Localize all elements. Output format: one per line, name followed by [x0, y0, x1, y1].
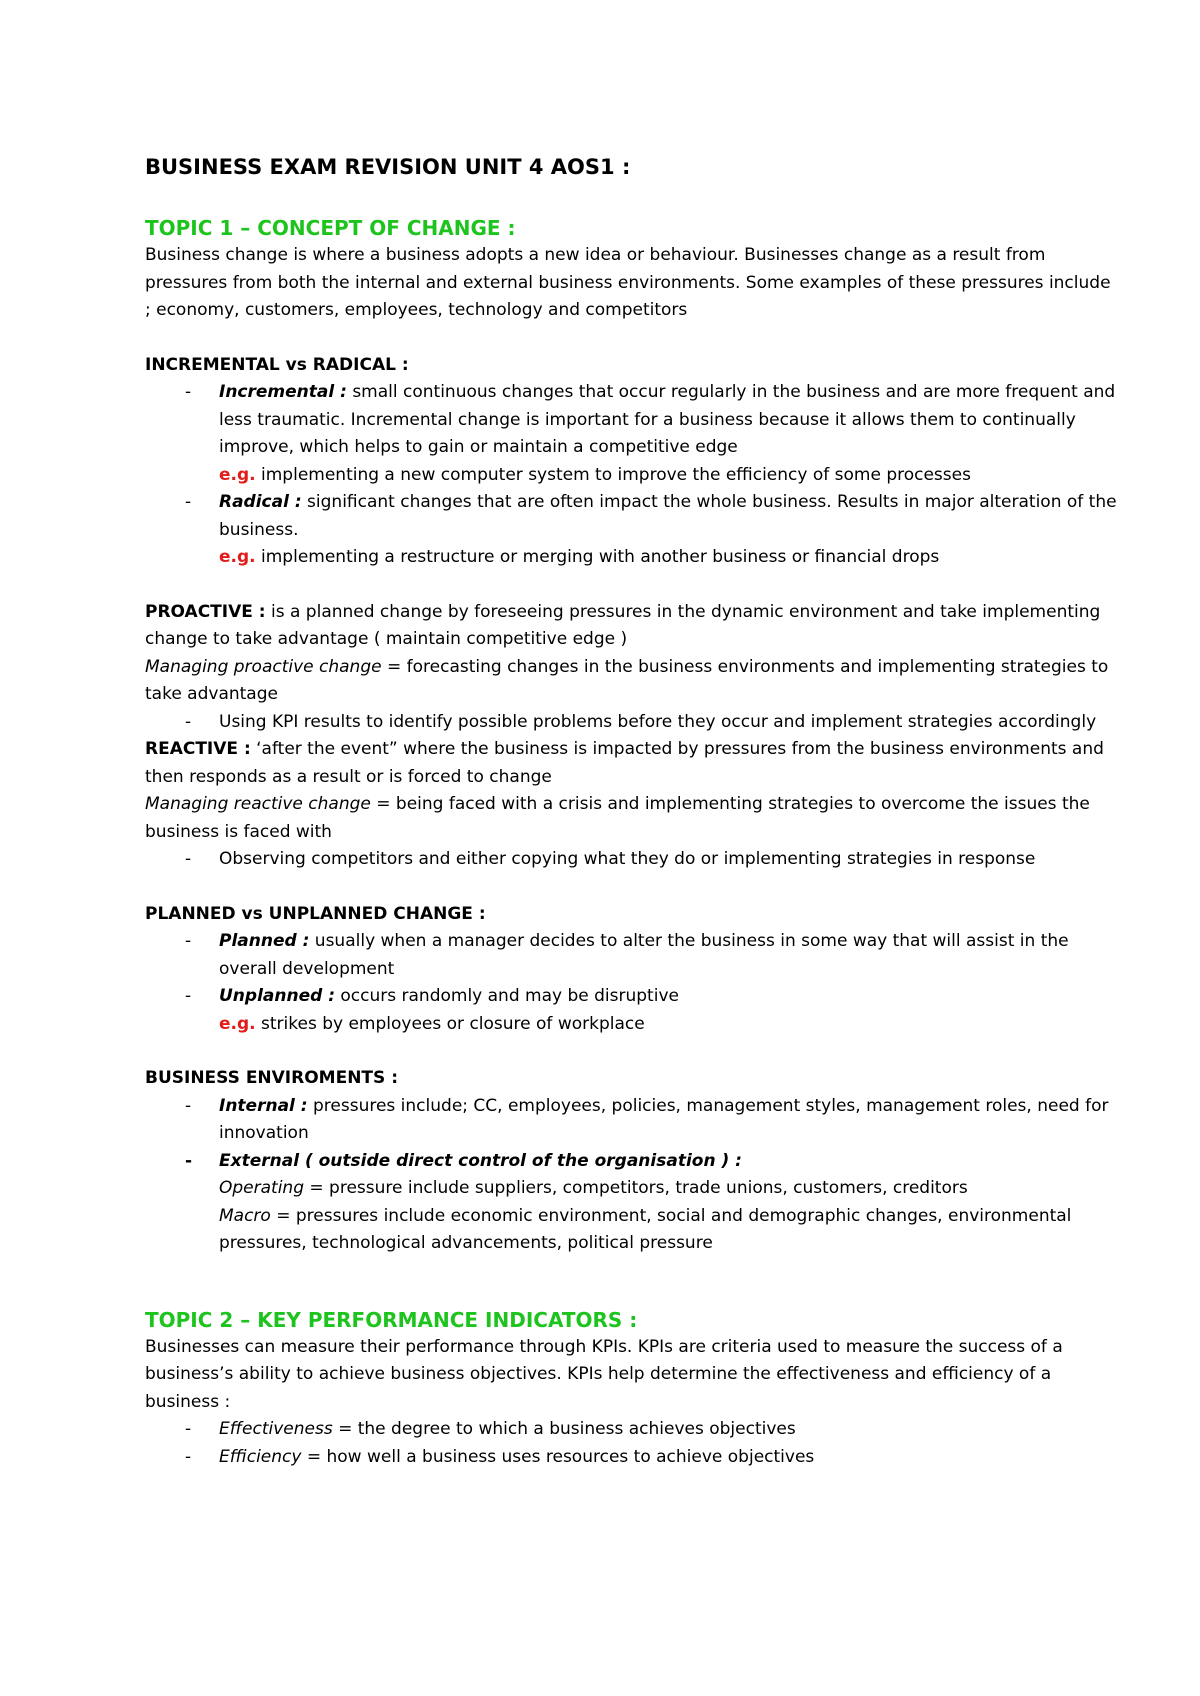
proactive-managing-text: = forecasting changes in the business environments and implementing strategies to take advantage	[145, 656, 1109, 704]
example-text: implementing a restructure or merging with another business or financial drops	[255, 547, 940, 567]
incremental-example	[219, 462, 1120, 490]
dash-bullet: -	[185, 931, 192, 951]
dash-bullet: -	[185, 1446, 192, 1467]
external-term: External ( outside direct control of the organisation ) :	[219, 1150, 742, 1171]
macro-line	[219, 1203, 1120, 1258]
reactive-text: ‘after the event” where the business is impacted by pressures from the business environments and then responds as a result or is forced to change	[145, 739, 1104, 787]
incremental-term: Incremental :	[219, 382, 347, 402]
reactive-paragraph	[145, 736, 1120, 791]
radical-term: Radical :	[219, 492, 302, 512]
effectiveness-term: Effectiveness	[219, 1419, 333, 1439]
unplanned-term: Unplanned :	[219, 986, 335, 1006]
reactive-label: REACTIVE :	[145, 739, 251, 759]
operating-text: = pressure include suppliers, competitors, trade unions, customers, creditors	[304, 1178, 968, 1198]
planned-unplanned-heading: PLANNED vs UNPLANNED CHANGE :	[145, 903, 486, 924]
example-label: e.g.	[219, 547, 256, 567]
reactive-managing-text: = being faced with a crisis and implementing strategies to overcome the issues the business is faced with	[145, 794, 1090, 842]
planned-unplanned-list	[145, 928, 1120, 1038]
unplanned-text: occurs randomly and may be disruptive	[335, 986, 679, 1006]
dash-bullet: -	[185, 1150, 193, 1171]
operating-label: Operating	[219, 1178, 304, 1198]
topic-2-heading: TOPIC 2 – KEY PERFORMANCE INDICATORS :	[145, 1307, 638, 1332]
internal-text: pressures include; CC, employees, policies, management styles, management roles, need for innovation	[219, 1095, 1109, 1143]
dash-bullet: -	[185, 1419, 192, 1439]
list-item-efficiency	[145, 1444, 1120, 1472]
list-item	[145, 709, 1120, 737]
proactive-label: PROACTIVE :	[145, 601, 266, 622]
list-item-internal	[145, 1093, 1120, 1148]
list-item-planned	[145, 928, 1120, 983]
proactive-managing	[145, 654, 1120, 709]
dash-bullet: -	[185, 492, 192, 512]
planned-term: Planned :	[219, 931, 310, 951]
reactive-managing-label: Managing reactive change	[145, 794, 371, 814]
dash-bullet: -	[185, 849, 192, 869]
planned-text: usually when a manager decides to alter the business in some way that will assist in the overall development	[219, 931, 1069, 979]
dash-bullet: -	[185, 711, 192, 732]
list-item-effectiveness	[145, 1416, 1120, 1444]
incremental-radical-heading: INCREMENTAL vs RADICAL :	[145, 354, 409, 375]
example-text: implementing a new computer system to improve the efficiency of some processes	[255, 464, 971, 485]
dash-bullet: -	[185, 382, 192, 402]
example-label: e.g.	[219, 1013, 256, 1034]
document-title: BUSINESS EXAM REVISION UNIT 4 AOS1 :	[145, 155, 631, 179]
macro-label: Macro	[219, 1205, 271, 1226]
proactive-list	[145, 709, 1120, 737]
topic-1-intro: Business change is where a business adopts a new idea or behaviour. Businesses change as a result from pressures from both the internal and external business environments. Some examples of these pressures include ; economy, customers, employees, technology and competitors	[145, 245, 1111, 320]
list-item-external	[145, 1148, 1120, 1258]
environments-heading: BUSINESS ENVIROMENTS :	[145, 1068, 398, 1088]
incremental-radical-list	[145, 379, 1120, 572]
macro-text: = pressures include economic environment, social and demographic changes, environmental pressures, technological advancements, political pressure	[219, 1205, 1072, 1253]
proactive-paragraph	[145, 599, 1120, 654]
unplanned-example	[219, 1011, 1120, 1039]
environments-list	[145, 1093, 1120, 1258]
list-item-radical	[145, 489, 1120, 572]
example-text: strikes by employees or closure of workplace	[255, 1013, 645, 1034]
list-item	[145, 846, 1120, 874]
list-item-unplanned	[145, 983, 1120, 1038]
incremental-text: small continuous changes that occur regularly in the business and are more frequent and less traumatic. Incremental change is important for a business because it allows them to continually improve, which helps to gain or maintain a competitive edge	[219, 382, 1116, 457]
topic-1-heading: TOPIC 1 – CONCEPT OF CHANGE :	[145, 216, 516, 240]
radical-example	[219, 544, 1120, 572]
dash-bullet: -	[185, 986, 192, 1006]
proactive-bullet-text: Using KPI results to identify possible problems before they occur and implement strategies accordingly	[219, 711, 1097, 732]
efficiency-term: Efficiency	[219, 1446, 302, 1467]
radical-text: significant changes that are often impact the whole business. Results in major alteration of the business.	[219, 492, 1117, 540]
topic-2-intro: Businesses can measure their performance through KPIs. KPIs are criteria used to measure the success of a business’s ability to achieve business objectives. KPIs help determine the effectiveness and efficiency of a business :	[145, 1336, 1063, 1412]
efficiency-text: = how well a business uses resources to achieve objectives	[301, 1446, 815, 1467]
proactive-managing-label: Managing proactive change	[145, 656, 382, 677]
internal-term: Internal :	[219, 1095, 308, 1116]
proactive-text: is a planned change by foreseeing pressures in the dynamic environment and take implementing change to take advantage ( maintain competitive edge )	[145, 601, 1101, 649]
effectiveness-text: = the degree to which a business achieves objectives	[332, 1419, 796, 1439]
reactive-list	[145, 846, 1120, 874]
kpi-list	[145, 1416, 1120, 1471]
dash-bullet: -	[185, 1095, 192, 1116]
list-item-incremental	[145, 379, 1120, 489]
operating-line	[219, 1175, 1120, 1203]
reactive-bullet-text: Observing competitors and either copying what they do or implementing strategies in response	[219, 849, 1036, 869]
example-label: e.g.	[219, 464, 256, 485]
reactive-managing	[145, 791, 1120, 846]
